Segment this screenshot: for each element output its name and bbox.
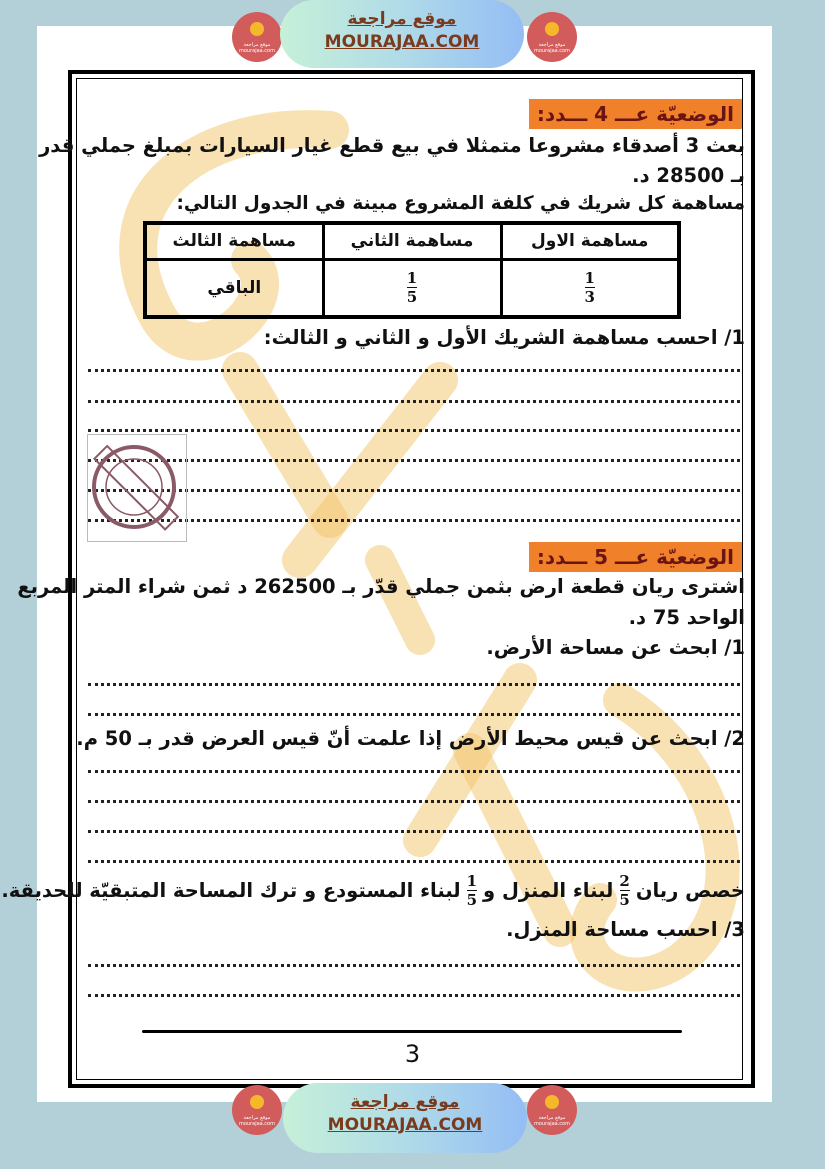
page-number: 3: [404, 1040, 421, 1068]
situation-4-question-1: 1/ احسب مساهمة الشريك الأول و الثاني و الثالث:: [263, 326, 745, 349]
denominator: 3: [584, 288, 595, 307]
situation-5-heading: الوضعيّة عـــ 5 ـــدد:: [529, 542, 742, 572]
footer-divider: [142, 1030, 682, 1033]
footer-site-banner[interactable]: [283, 1083, 527, 1153]
answer-line[interactable]: [88, 770, 740, 773]
situation-4-line-1: بعث 3 أصدقاء مشروعا متمثلا في بيع قطع غيار السيارات بمبلغ جملي قدر: [39, 134, 745, 157]
situation-5-question-2: 2/ ابحث عن قيس محيط الأرض إذا علمت أنّ قيس العرض قدر بـ 50 م.: [76, 727, 745, 750]
table-cell-first: [501, 259, 679, 317]
answer-line[interactable]: [88, 964, 740, 967]
table-cell-second: [323, 259, 501, 317]
logo-icon: [527, 1085, 577, 1135]
banner-arabic-label: موقع مراجعة: [350, 1092, 460, 1112]
table-row: [145, 259, 679, 317]
answer-line[interactable]: [88, 400, 740, 403]
table-cell-third: الباقي: [145, 259, 323, 317]
table-header-cell: مساهمة الثاني: [323, 223, 501, 259]
situation-4-line-3: مساهمة كل شريك في كلفة المشروع مبينة في الجدول التالي:: [176, 193, 745, 214]
situation-4-heading: الوضعيّة عـــ 4 ـــدد:: [529, 99, 742, 129]
situation-5-statement: [1, 872, 745, 909]
answer-line[interactable]: [88, 683, 740, 686]
logo-caption: موقع مراجعة mourajaa.com: [238, 42, 275, 54]
answer-line[interactable]: [88, 429, 740, 432]
fraction-one-third: [585, 270, 595, 305]
answer-line[interactable]: [88, 830, 740, 833]
banner-site-label: MOURAJAA.COM: [327, 1115, 483, 1135]
fraction-two-fifths: [619, 873, 629, 908]
situation-5-question-1: 1/ ابحث عن مساحة الأرض.: [486, 636, 745, 659]
denominator: 5: [406, 288, 418, 307]
stamp-icon: [88, 435, 186, 541]
numerator: 1: [584, 269, 595, 288]
logo-caption: موقع مراجعة mourajaa.com: [533, 42, 570, 54]
fraction-one-fifth: [407, 270, 417, 305]
banner-arabic-label: موقع مراجعة: [347, 9, 457, 29]
logo-caption: موقع مراجعة mourajaa.com: [533, 1115, 570, 1127]
answer-line[interactable]: [88, 800, 740, 803]
table-header-cell: مساهمة الثالث: [145, 223, 323, 259]
denominator: 5: [466, 891, 478, 909]
banner-site-label: MOURAJAA.COM: [324, 32, 480, 52]
logo-caption: موقع مراجعة mourajaa.com: [238, 1115, 275, 1127]
answer-line[interactable]: [88, 369, 740, 372]
logo-icon: [232, 1085, 282, 1135]
fraction-one-fifth: [467, 873, 477, 908]
situation-5-question-3: 3/ احسب مساحة المنزل.: [506, 918, 745, 941]
contribution-table: [143, 221, 681, 319]
numerator: 2: [619, 872, 630, 890]
situation-4-line-2: بـ 28500 د.: [632, 164, 745, 187]
numerator: 1: [406, 269, 418, 288]
statement-text: خصص ريان: [635, 878, 745, 902]
stamp-image: [87, 434, 187, 542]
answer-line[interactable]: [88, 713, 740, 716]
situation-5-line-2: الواحد 75 د.: [628, 606, 745, 629]
answer-line[interactable]: [88, 994, 740, 997]
denominator: 5: [619, 891, 630, 909]
table-header-row: [145, 223, 679, 259]
situation-5-line-1: اشترى ريان قطعة ارض بثمن جملي قدّر بـ 262500 د ثمن شراء المتر المربع: [17, 575, 745, 598]
answer-line[interactable]: [88, 860, 740, 863]
table-header-cell: مساهمة الاول: [501, 223, 679, 259]
numerator: 1: [466, 872, 478, 890]
statement-text: لبناء المستودع و ترك المساحة المتبقيّة للحديقة.: [1, 878, 461, 902]
statement-text: لبناء المنزل و: [483, 878, 614, 902]
